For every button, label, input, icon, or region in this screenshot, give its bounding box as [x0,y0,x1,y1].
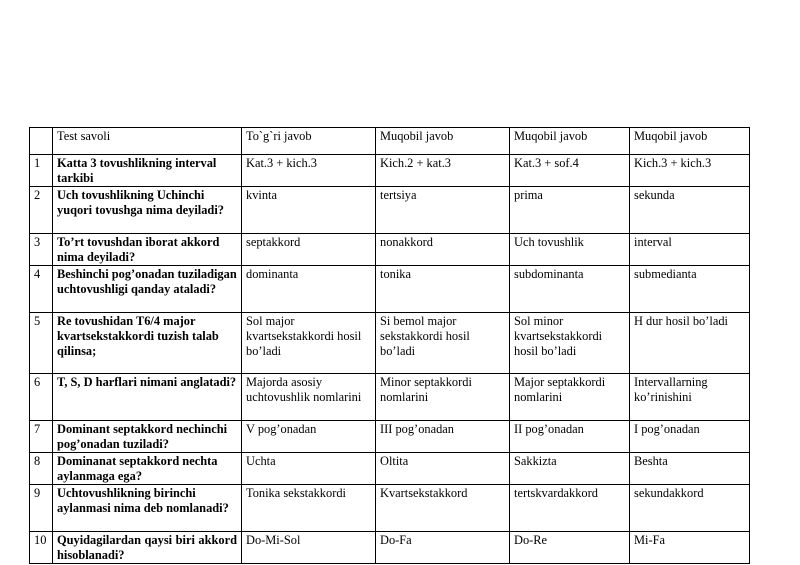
table-row [30,155,750,187]
correct-answer: septakkord [242,234,376,266]
row-number: 2 [30,187,53,234]
alternative-answer: II pog’onadan [510,421,630,453]
alternative-answer: Do-Fa [376,532,510,564]
alternative-answer: Si bemol major sekstakkordi hosil bo’ladi [376,313,510,374]
table-row [30,313,750,374]
alternative-answer: tonika [376,266,510,313]
alternative-answer: tertskvardakkord [510,485,630,532]
alternative-answer: Minor septakkordi nomlarini [376,374,510,421]
alternative-answer: Kich.3 + kich.3 [630,155,750,187]
correct-answer: dominanta [242,266,376,313]
alternative-answer: Sakkizta [510,453,630,485]
table-row [30,421,750,453]
question-text: Dominanat septakkord nechta aylanmaga ega? [53,453,242,485]
table-row [30,485,750,532]
row-number: 4 [30,266,53,313]
alternative-answer: Beshta [630,453,750,485]
alternative-answer: Major septakkordi nomlarini [510,374,630,421]
alternative-answer: Mi-Fa [630,532,750,564]
alternative-answer: Kvartsekstakkord [376,485,510,532]
correct-answer: Uchta [242,453,376,485]
correct-answer: kvinta [242,187,376,234]
alternative-answer: III pog’onadan [376,421,510,453]
table-row [30,374,750,421]
alternative-answer: sekunda [630,187,750,234]
alternative-answer: Sol minor kvartsekstakkordi hosil bo’ladi [510,313,630,374]
alternative-answer: Do-Re [510,532,630,564]
header-number-cell [30,128,53,155]
row-number: 6 [30,374,53,421]
correct-answer: Sol major kvartsekstakkordi hosil bo’ladi [242,313,376,374]
alternative-answer: interval [630,234,750,266]
question-text: Uch tovushlikning Uchinchi yuqori tovushga nima deyiladi? [53,187,242,234]
alternative-answer: submedianta [630,266,750,313]
alternative-answer: tertsiya [376,187,510,234]
table-row [30,532,750,564]
alternative-answer: Intervallarning ko’rinishini [630,374,750,421]
header-question: Test savoli [53,128,242,155]
correct-answer: V pog’onadan [242,421,376,453]
row-number: 9 [30,485,53,532]
alternative-answer: Uch tovushlik [510,234,630,266]
alternative-answer: I pog’onadan [630,421,750,453]
question-text: Uchtovushlikning birinchi aylanmasi nima deb nomlanadi? [53,485,242,532]
table-row [30,234,750,266]
alternative-answer: Kat.3 + sof.4 [510,155,630,187]
table-row [30,266,750,313]
table-header-row [30,128,750,155]
correct-answer: Do-Mi-Sol [242,532,376,564]
question-text: T, S, D harflari nimani anglatadi? [53,374,242,421]
header-alternative-answer: Muqobil javob [376,128,510,155]
alternative-answer: subdominanta [510,266,630,313]
alternative-answer: prima [510,187,630,234]
question-text: Katta 3 tovushlikning interval tarkibi [53,155,242,187]
row-number: 1 [30,155,53,187]
header-correct-answer: To`g`ri javob [242,128,376,155]
quiz-table [29,127,750,564]
header-alternative-answer: Muqobil javob [510,128,630,155]
alternative-answer: H dur hosil bo’ladi [630,313,750,374]
table-row [30,453,750,485]
table-row [30,187,750,234]
question-text: Re tovushidan T6/4 major kvartsekstakkordi tuzish talab qilinsa; [53,313,242,374]
alternative-answer: Kich.2 + kat.3 [376,155,510,187]
row-number: 8 [30,453,53,485]
row-number: 5 [30,313,53,374]
alternative-answer: Oltita [376,453,510,485]
row-number: 7 [30,421,53,453]
correct-answer: Tonika sekstakkordi [242,485,376,532]
question-text: To’rt tovushdan iborat akkord nima deyiladi? [53,234,242,266]
correct-answer: Majorda asosiy uchtovushlik nomlarini [242,374,376,421]
correct-answer: Kat.3 + kich.3 [242,155,376,187]
question-text: Dominant septakkord nechinchi pog’onadan tuziladi? [53,421,242,453]
question-text: Beshinchi pog’onadan tuziladigan uchtovushligi qanday ataladi? [53,266,242,313]
header-alternative-answer: Muqobil javob [630,128,750,155]
row-number: 10 [30,532,53,564]
question-text: Quyidagilardan qaysi biri akkord hisoblanadi? [53,532,242,564]
alternative-answer: sekundakkord [630,485,750,532]
alternative-answer: nonakkord [376,234,510,266]
row-number: 3 [30,234,53,266]
